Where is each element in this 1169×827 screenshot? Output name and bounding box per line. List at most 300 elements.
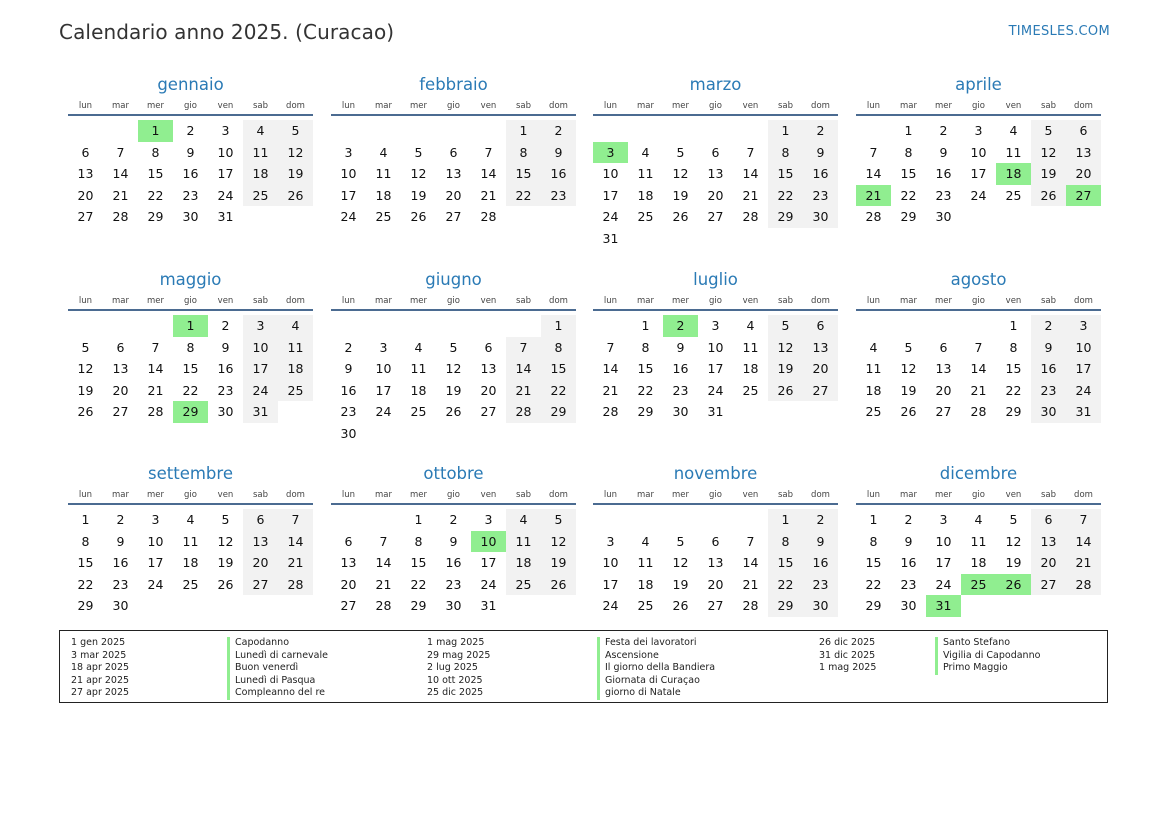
day-cell[interactable]: 12: [541, 531, 576, 553]
day-cell[interactable]: 12: [77, 361, 94, 377]
day-cell[interactable]: 23: [803, 574, 838, 596]
day-cell[interactable]: 16: [900, 555, 917, 571]
day-cell[interactable]: 6: [711, 533, 720, 549]
day-cell[interactable]: 5: [1031, 120, 1066, 142]
day-cell[interactable]: 2: [186, 123, 195, 138]
day-cell[interactable]: 11: [1005, 144, 1022, 160]
day-cell[interactable]: 29: [865, 598, 882, 614]
day-cell[interactable]: 17: [375, 382, 392, 398]
day-cell[interactable]: 11: [865, 361, 882, 377]
day-cell[interactable]: 2: [541, 120, 576, 142]
day-cell[interactable]: 22: [147, 187, 164, 203]
day-cell[interactable]: 31: [1066, 401, 1101, 423]
day-cell[interactable]: 15: [768, 552, 803, 574]
day-cell[interactable]: 29: [637, 404, 654, 420]
day-cell[interactable]: 7: [506, 337, 541, 359]
day-cell[interactable]: 17: [147, 555, 164, 571]
day-cell[interactable]: 8: [506, 142, 541, 164]
day-cell[interactable]: 22: [410, 576, 427, 592]
day-cell[interactable]: 10: [147, 533, 164, 549]
day-cell[interactable]: 1: [641, 318, 650, 333]
day-cell[interactable]: 28: [375, 598, 392, 614]
day-cell[interactable]: 6: [711, 144, 720, 160]
day-cell[interactable]: 6: [1066, 120, 1101, 142]
day-cell[interactable]: 27: [1031, 574, 1066, 596]
day-cell[interactable]: 26: [672, 598, 689, 614]
day-cell[interactable]: 24: [375, 404, 392, 420]
day-cell[interactable]: 14: [865, 166, 882, 182]
day-cell[interactable]: 9: [803, 142, 838, 164]
day-cell[interactable]: 25: [637, 598, 654, 614]
day-cell[interactable]: 20: [340, 576, 357, 592]
day-cell[interactable]: 22: [865, 576, 882, 592]
day-cell[interactable]: 10: [217, 144, 234, 160]
day-cell[interactable]: 23: [935, 187, 952, 203]
day-cell[interactable]: 23: [182, 187, 199, 203]
day-cell[interactable]: 29: [410, 598, 427, 614]
day-cell[interactable]: 3: [151, 512, 160, 527]
day-cell[interactable]: 6: [243, 509, 278, 531]
day-cell[interactable]: 22: [77, 576, 94, 592]
day-cell[interactable]: 9: [221, 339, 230, 355]
holiday-day-cell[interactable]: 29: [173, 401, 208, 423]
day-cell[interactable]: 30: [900, 598, 917, 614]
day-cell[interactable]: 28: [1066, 574, 1101, 596]
day-cell[interactable]: 5: [676, 533, 685, 549]
day-cell[interactable]: 17: [602, 187, 619, 203]
day-cell[interactable]: 30: [112, 598, 129, 614]
day-cell[interactable]: 24: [217, 187, 234, 203]
day-cell[interactable]: 18: [182, 555, 199, 571]
day-cell[interactable]: 3: [484, 512, 493, 527]
day-cell[interactable]: 28: [112, 209, 129, 225]
day-cell[interactable]: 1: [414, 512, 423, 527]
day-cell[interactable]: 5: [541, 509, 576, 531]
day-cell[interactable]: 12: [278, 142, 313, 164]
day-cell[interactable]: 18: [970, 555, 987, 571]
day-cell[interactable]: 22: [506, 185, 541, 207]
day-cell[interactable]: 21: [147, 382, 164, 398]
day-cell[interactable]: 25: [375, 209, 392, 225]
day-cell[interactable]: 31: [602, 230, 619, 246]
day-cell[interactable]: 14: [1066, 531, 1101, 553]
day-cell[interactable]: 22: [900, 187, 917, 203]
day-cell[interactable]: 20: [1066, 163, 1101, 185]
day-cell[interactable]: 18: [506, 552, 541, 574]
day-cell[interactable]: 25: [637, 209, 654, 225]
day-cell[interactable]: 12: [445, 361, 462, 377]
day-cell[interactable]: 25: [865, 404, 882, 420]
day-cell[interactable]: 14: [278, 531, 313, 553]
day-cell[interactable]: 13: [340, 555, 357, 571]
day-cell[interactable]: 9: [1031, 337, 1066, 359]
day-cell[interactable]: 16: [1031, 358, 1066, 380]
day-cell[interactable]: 10: [243, 337, 278, 359]
day-cell[interactable]: 2: [449, 512, 458, 527]
day-cell[interactable]: 6: [116, 339, 125, 355]
day-cell[interactable]: 19: [900, 382, 917, 398]
day-cell[interactable]: 4: [243, 120, 278, 142]
holiday-day-cell[interactable]: 1: [173, 315, 208, 337]
day-cell[interactable]: 21: [742, 187, 759, 203]
day-cell[interactable]: 3: [711, 318, 720, 333]
day-cell[interactable]: 2: [116, 512, 125, 527]
day-cell[interactable]: 30: [182, 209, 199, 225]
day-cell[interactable]: 30: [217, 404, 234, 420]
day-cell[interactable]: 2: [803, 120, 838, 142]
day-cell[interactable]: 19: [445, 382, 462, 398]
day-cell[interactable]: 15: [77, 555, 94, 571]
day-cell[interactable]: 11: [506, 531, 541, 553]
day-cell[interactable]: 11: [970, 533, 987, 549]
day-cell[interactable]: 9: [541, 142, 576, 164]
day-cell[interactable]: 3: [221, 123, 230, 138]
day-cell[interactable]: 20: [803, 358, 838, 380]
day-cell[interactable]: 13: [1066, 142, 1101, 164]
day-cell[interactable]: 22: [768, 574, 803, 596]
day-cell[interactable]: 15: [637, 361, 654, 377]
day-cell[interactable]: 29: [1005, 404, 1022, 420]
day-cell[interactable]: 14: [375, 555, 392, 571]
day-cell[interactable]: 13: [1031, 531, 1066, 553]
day-cell[interactable]: 6: [344, 533, 353, 549]
day-cell[interactable]: 26: [541, 574, 576, 596]
day-cell[interactable]: 20: [480, 382, 497, 398]
day-cell[interactable]: 11: [742, 339, 759, 355]
day-cell[interactable]: 10: [375, 361, 392, 377]
site-link[interactable]: TIMESLES.COM: [1008, 24, 1110, 39]
day-cell[interactable]: 13: [445, 166, 462, 182]
day-cell[interactable]: 4: [506, 509, 541, 531]
day-cell[interactable]: 8: [186, 339, 195, 355]
day-cell[interactable]: 1: [506, 120, 541, 142]
day-cell[interactable]: 11: [243, 142, 278, 164]
day-cell[interactable]: 15: [900, 166, 917, 182]
day-cell[interactable]: 23: [541, 185, 576, 207]
day-cell[interactable]: 24: [1066, 380, 1101, 402]
day-cell[interactable]: 19: [1005, 555, 1022, 571]
day-cell[interactable]: 23: [1031, 380, 1066, 402]
day-cell[interactable]: 4: [974, 512, 983, 527]
day-cell[interactable]: 1: [768, 509, 803, 531]
day-cell[interactable]: 15: [1005, 361, 1022, 377]
day-cell[interactable]: 6: [1031, 509, 1066, 531]
day-cell[interactable]: 17: [935, 555, 952, 571]
day-cell[interactable]: 26: [410, 209, 427, 225]
day-cell[interactable]: 4: [641, 533, 650, 549]
day-cell[interactable]: 30: [803, 206, 838, 228]
day-cell[interactable]: 26: [77, 404, 94, 420]
day-cell[interactable]: 23: [672, 382, 689, 398]
day-cell[interactable]: 14: [506, 358, 541, 380]
day-cell[interactable]: 25: [243, 185, 278, 207]
day-cell[interactable]: 21: [112, 187, 129, 203]
day-cell[interactable]: 18: [375, 187, 392, 203]
day-cell[interactable]: 7: [746, 533, 755, 549]
day-cell[interactable]: 19: [672, 576, 689, 592]
day-cell[interactable]: 22: [768, 185, 803, 207]
day-cell[interactable]: 27: [112, 404, 129, 420]
day-cell[interactable]: 26: [768, 380, 803, 402]
day-cell[interactable]: 5: [1009, 512, 1018, 527]
day-cell[interactable]: 4: [186, 512, 195, 527]
day-cell[interactable]: 18: [865, 382, 882, 398]
day-cell[interactable]: 2: [939, 123, 948, 138]
day-cell[interactable]: 15: [182, 361, 199, 377]
day-cell[interactable]: 21: [602, 382, 619, 398]
day-cell[interactable]: 13: [935, 361, 952, 377]
day-cell[interactable]: 28: [970, 404, 987, 420]
day-cell[interactable]: 30: [935, 209, 952, 225]
day-cell[interactable]: 27: [77, 209, 94, 225]
day-cell[interactable]: 12: [410, 166, 427, 182]
day-cell[interactable]: 7: [1066, 509, 1101, 531]
day-cell[interactable]: 24: [707, 382, 724, 398]
day-cell[interactable]: 21: [970, 382, 987, 398]
day-cell[interactable]: 12: [217, 533, 234, 549]
day-cell[interactable]: 1: [869, 512, 878, 527]
day-cell[interactable]: 7: [151, 339, 160, 355]
day-cell[interactable]: 2: [1031, 315, 1066, 337]
day-cell[interactable]: 3: [243, 315, 278, 337]
day-cell[interactable]: 19: [768, 358, 803, 380]
day-cell[interactable]: 9: [344, 361, 353, 377]
day-cell[interactable]: 20: [1031, 552, 1066, 574]
day-cell[interactable]: 27: [243, 574, 278, 596]
day-cell[interactable]: 16: [803, 552, 838, 574]
day-cell[interactable]: 24: [480, 576, 497, 592]
day-cell[interactable]: 30: [445, 598, 462, 614]
day-cell[interactable]: 9: [904, 533, 913, 549]
day-cell[interactable]: 19: [278, 163, 313, 185]
day-cell[interactable]: 15: [506, 163, 541, 185]
day-cell[interactable]: 17: [243, 358, 278, 380]
day-cell[interactable]: 12: [900, 361, 917, 377]
day-cell[interactable]: 29: [541, 401, 576, 423]
day-cell[interactable]: 1: [81, 512, 90, 527]
day-cell[interactable]: 2: [803, 509, 838, 531]
day-cell[interactable]: 16: [541, 163, 576, 185]
day-cell[interactable]: 27: [340, 598, 357, 614]
day-cell[interactable]: 7: [116, 144, 125, 160]
day-cell[interactable]: 11: [637, 166, 654, 182]
day-cell[interactable]: 8: [641, 339, 650, 355]
day-cell[interactable]: 6: [939, 339, 948, 355]
day-cell[interactable]: 10: [602, 555, 619, 571]
day-cell[interactable]: 24: [935, 576, 952, 592]
day-cell[interactable]: 9: [939, 144, 948, 160]
day-cell[interactable]: 19: [672, 187, 689, 203]
day-cell[interactable]: 9: [449, 533, 458, 549]
day-cell[interactable]: 27: [707, 209, 724, 225]
day-cell[interactable]: 21: [375, 576, 392, 592]
day-cell[interactable]: 24: [340, 209, 357, 225]
day-cell[interactable]: 1: [1009, 318, 1018, 333]
day-cell[interactable]: 11: [182, 533, 199, 549]
day-cell[interactable]: 5: [904, 339, 913, 355]
day-cell[interactable]: 27: [803, 380, 838, 402]
day-cell[interactable]: 17: [340, 187, 357, 203]
day-cell[interactable]: 25: [1005, 187, 1022, 203]
day-cell[interactable]: 1: [541, 315, 576, 337]
day-cell[interactable]: 26: [445, 404, 462, 420]
day-cell[interactable]: 20: [77, 187, 94, 203]
day-cell[interactable]: 12: [1005, 533, 1022, 549]
day-cell[interactable]: 4: [1009, 123, 1018, 138]
day-cell[interactable]: 29: [768, 595, 803, 617]
day-cell[interactable]: 19: [541, 552, 576, 574]
day-cell[interactable]: 7: [278, 509, 313, 531]
day-cell[interactable]: 17: [480, 555, 497, 571]
day-cell[interactable]: 9: [116, 533, 125, 549]
day-cell[interactable]: 25: [410, 404, 427, 420]
day-cell[interactable]: 22: [541, 380, 576, 402]
day-cell[interactable]: 10: [602, 166, 619, 182]
day-cell[interactable]: 26: [900, 404, 917, 420]
day-cell[interactable]: 21: [278, 552, 313, 574]
day-cell[interactable]: 15: [865, 555, 882, 571]
day-cell[interactable]: 5: [81, 339, 90, 355]
day-cell[interactable]: 28: [865, 209, 882, 225]
day-cell[interactable]: 31: [217, 209, 234, 225]
day-cell[interactable]: 17: [707, 361, 724, 377]
day-cell[interactable]: 22: [637, 382, 654, 398]
day-cell[interactable]: 28: [147, 404, 164, 420]
day-cell[interactable]: 29: [768, 206, 803, 228]
day-cell[interactable]: 30: [672, 404, 689, 420]
day-cell[interactable]: 14: [742, 166, 759, 182]
day-cell[interactable]: 31: [243, 401, 278, 423]
day-cell[interactable]: 13: [112, 361, 129, 377]
day-cell[interactable]: 28: [480, 209, 497, 225]
day-cell[interactable]: 19: [217, 555, 234, 571]
day-cell[interactable]: 3: [939, 512, 948, 527]
day-cell[interactable]: 11: [375, 166, 392, 182]
day-cell[interactable]: 16: [803, 163, 838, 185]
day-cell[interactable]: 17: [1066, 358, 1101, 380]
day-cell[interactable]: 13: [243, 531, 278, 553]
day-cell[interactable]: 14: [602, 361, 619, 377]
day-cell[interactable]: 10: [1066, 337, 1101, 359]
day-cell[interactable]: 21: [506, 380, 541, 402]
day-cell[interactable]: 9: [186, 144, 195, 160]
day-cell[interactable]: 13: [803, 337, 838, 359]
day-cell[interactable]: 23: [900, 576, 917, 592]
day-cell[interactable]: 15: [147, 166, 164, 182]
day-cell[interactable]: 3: [379, 339, 388, 355]
day-cell[interactable]: 27: [935, 404, 952, 420]
day-cell[interactable]: 18: [278, 358, 313, 380]
day-cell[interactable]: 8: [541, 337, 576, 359]
day-cell[interactable]: 1: [768, 120, 803, 142]
day-cell[interactable]: 17: [217, 166, 234, 182]
day-cell[interactable]: 21: [480, 187, 497, 203]
day-cell[interactable]: 17: [970, 166, 987, 182]
day-cell[interactable]: 11: [278, 337, 313, 359]
day-cell[interactable]: 10: [340, 166, 357, 182]
day-cell[interactable]: 11: [637, 555, 654, 571]
day-cell[interactable]: 25: [278, 380, 313, 402]
day-cell[interactable]: 3: [606, 533, 615, 549]
day-cell[interactable]: 29: [77, 598, 94, 614]
day-cell[interactable]: 13: [707, 555, 724, 571]
day-cell[interactable]: 8: [768, 531, 803, 553]
day-cell[interactable]: 8: [904, 144, 913, 160]
day-cell[interactable]: 8: [151, 144, 160, 160]
day-cell[interactable]: 1: [904, 123, 913, 138]
day-cell[interactable]: 17: [602, 576, 619, 592]
day-cell[interactable]: 4: [746, 318, 755, 333]
day-cell[interactable]: 12: [1031, 142, 1066, 164]
day-cell[interactable]: 5: [449, 339, 458, 355]
day-cell[interactable]: 5: [278, 120, 313, 142]
day-cell[interactable]: 15: [410, 555, 427, 571]
day-cell[interactable]: 7: [869, 144, 878, 160]
day-cell[interactable]: 16: [112, 555, 129, 571]
day-cell[interactable]: 16: [935, 166, 952, 182]
holiday-day-cell[interactable]: 21: [856, 185, 891, 207]
day-cell[interactable]: 7: [379, 533, 388, 549]
day-cell[interactable]: 27: [707, 598, 724, 614]
day-cell[interactable]: 10: [935, 533, 952, 549]
holiday-day-cell[interactable]: 27: [1066, 185, 1101, 207]
day-cell[interactable]: 12: [672, 166, 689, 182]
day-cell[interactable]: 4: [278, 315, 313, 337]
day-cell[interactable]: 28: [742, 598, 759, 614]
day-cell[interactable]: 8: [81, 533, 90, 549]
day-cell[interactable]: 2: [344, 339, 353, 355]
day-cell[interactable]: 3: [1066, 315, 1101, 337]
day-cell[interactable]: 25: [506, 574, 541, 596]
day-cell[interactable]: 27: [480, 404, 497, 420]
day-cell[interactable]: 22: [182, 382, 199, 398]
day-cell[interactable]: 23: [217, 382, 234, 398]
holiday-day-cell[interactable]: 2: [663, 315, 698, 337]
day-cell[interactable]: 8: [869, 533, 878, 549]
day-cell[interactable]: 26: [1031, 185, 1066, 207]
day-cell[interactable]: 28: [278, 574, 313, 596]
day-cell[interactable]: 9: [676, 339, 685, 355]
day-cell[interactable]: 20: [935, 382, 952, 398]
day-cell[interactable]: 2: [904, 512, 913, 527]
holiday-day-cell[interactable]: 3: [593, 142, 628, 164]
day-cell[interactable]: 8: [414, 533, 423, 549]
day-cell[interactable]: 7: [974, 339, 983, 355]
day-cell[interactable]: 23: [112, 576, 129, 592]
day-cell[interactable]: 7: [606, 339, 615, 355]
day-cell[interactable]: 19: [77, 382, 94, 398]
day-cell[interactable]: 23: [803, 185, 838, 207]
day-cell[interactable]: 7: [746, 144, 755, 160]
day-cell[interactable]: 4: [869, 339, 878, 355]
day-cell[interactable]: 18: [637, 576, 654, 592]
day-cell[interactable]: 21: [742, 576, 759, 592]
day-cell[interactable]: 19: [410, 187, 427, 203]
day-cell[interactable]: 10: [970, 144, 987, 160]
day-cell[interactable]: 22: [1005, 382, 1022, 398]
day-cell[interactable]: 29: [900, 209, 917, 225]
day-cell[interactable]: 27: [445, 209, 462, 225]
day-cell[interactable]: 10: [707, 339, 724, 355]
day-cell[interactable]: 26: [278, 185, 313, 207]
day-cell[interactable]: 8: [768, 142, 803, 164]
day-cell[interactable]: 28: [602, 404, 619, 420]
holiday-day-cell[interactable]: 10: [471, 531, 506, 553]
day-cell[interactable]: 6: [81, 144, 90, 160]
day-cell[interactable]: 3: [344, 144, 353, 160]
day-cell[interactable]: 18: [410, 382, 427, 398]
day-cell[interactable]: 30: [803, 595, 838, 617]
